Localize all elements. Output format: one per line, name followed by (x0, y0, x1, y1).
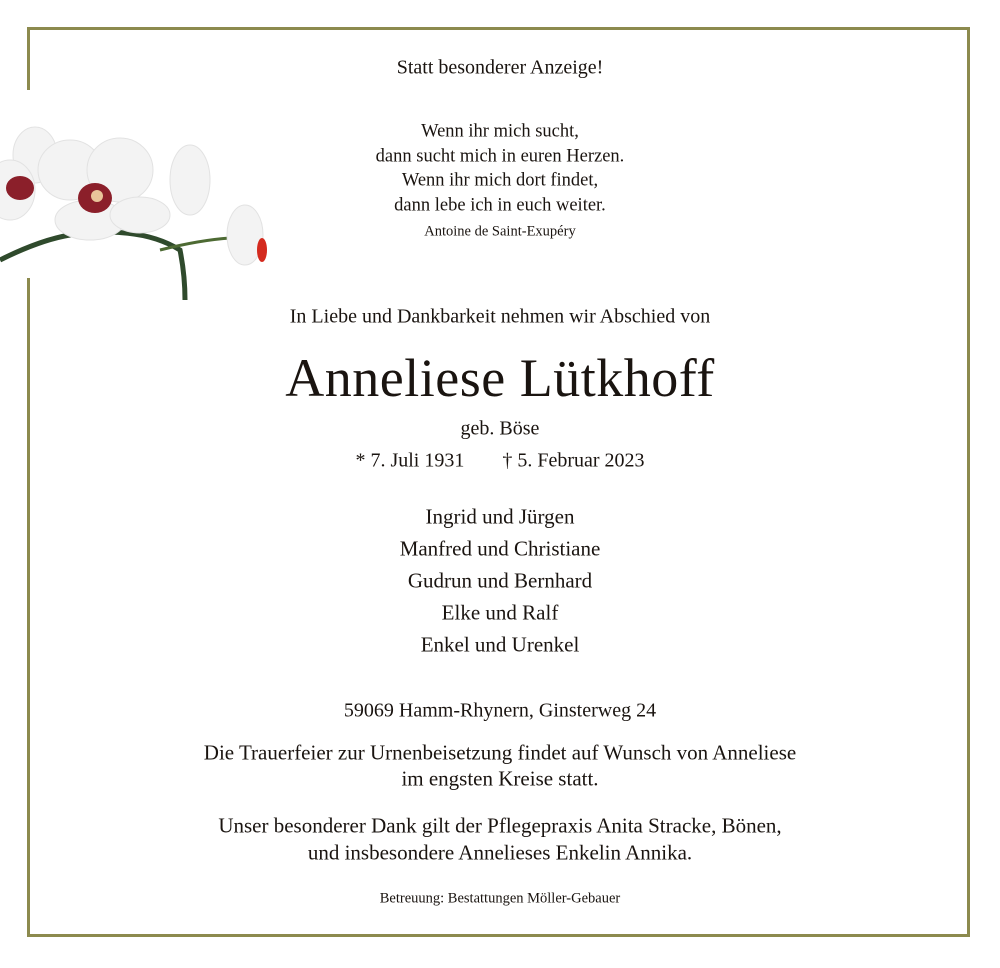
family-member: Manfred und Christiane (399, 536, 601, 561)
address: 59069 Hamm-Rhynern, Ginsterweg 24 (343, 699, 657, 722)
life-dates (0, 450, 1000, 473)
poem-author: Antoine de Saint-Exupéry (424, 223, 576, 240)
death-date: † 5. Februar 2023 (502, 449, 645, 472)
poem-line: dann sucht mich in euren Herzen. (375, 146, 625, 167)
ceremony-text: Die Trauerfeier zur Urnenbeisetzung findet auf Wunsch von Anneliese (203, 740, 797, 765)
thanks-text: und insbesondere Annelieses Enkelin Annika. (307, 840, 693, 865)
family-member: Ingrid und Jürgen (425, 504, 575, 529)
maiden-name: geb. Böse (460, 417, 540, 440)
birth-date: * 7. Juli 1931 (355, 449, 465, 472)
poem-line: dann lebe ich in euch weiter. (394, 195, 606, 216)
poem-line: Wenn ihr mich dort findet, (401, 170, 599, 191)
poem-line: Wenn ihr mich sucht, (421, 121, 579, 142)
intro-text: In Liebe und Dankbarkeit nehmen wir Abschied von (289, 305, 711, 328)
deceased-name: Anneliese Lütkhoff (285, 348, 715, 408)
thanks-text: Unser besonderer Dank gilt der Pflegepraxis Anita Stracke, Bönen, (218, 813, 782, 838)
ceremony-text: im engsten Kreise statt. (401, 766, 599, 791)
header-text: Statt besonderer Anzeige! (396, 56, 604, 79)
family-member: Enkel und Urenkel (420, 632, 580, 657)
family-member: Gudrun und Bernhard (407, 568, 593, 593)
family-member: Elke und Ralf (441, 600, 559, 625)
footer-text: Betreuung: Bestattungen Möller-Gebauer (379, 890, 621, 907)
